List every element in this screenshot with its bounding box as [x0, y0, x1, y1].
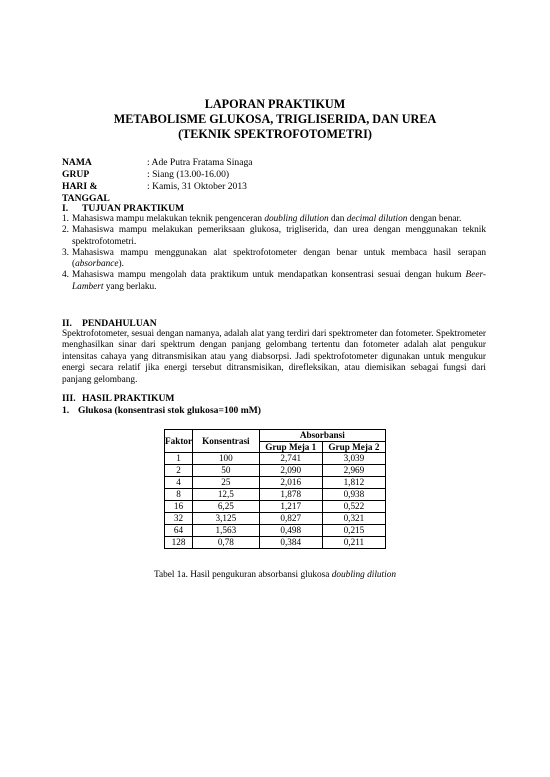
cell-meja-2: 3,039	[322, 453, 385, 465]
table-row	[165, 537, 386, 549]
introduction-paragraph: Spektrofotometer, sesuai dengan namanya, adalah alat yang terdiri dari spektrometer dan fotometer. Spektrometer menghasilkan sinar dari spektrum dengan panjang gelombang tertentu dan fotometer adalah alat pengukur intensitas cahaya yang ditransmisikan atau yang diabsorpsi. Jadi spektrofotometer digunakan untuk mengukur energi secara relatif jika energi tersebut ditransmisikan, direfleksikan, atau diemisikan sebagai fungsi dari panjang gelombang.	[62, 329, 486, 385]
section-title: PENDAHULUAN	[82, 318, 157, 329]
list-item	[62, 270, 486, 293]
header-grup-meja-1: Grup Meja 1	[259, 441, 322, 453]
cell-faktor: 32	[165, 513, 193, 525]
subsection-number: 1.	[62, 405, 70, 416]
caption-italic: doubling dilution	[331, 570, 397, 580]
list-item	[62, 214, 486, 225]
identity-row-nama	[62, 157, 253, 169]
cell-meja-1: 0,827	[259, 513, 322, 525]
header-konsentrasi: Konsentrasi	[193, 430, 260, 453]
list-text: Mahasiswa mampu melakukan pemeriksaan glukosa, trigliserida, dan urea dengan menggunakan teknik spektrofotometri.	[72, 225, 486, 247]
section-number: II.	[62, 318, 72, 329]
cell-meja-2: 0,321	[322, 513, 385, 525]
cell-meja-2: 2,969	[322, 465, 385, 477]
list-number: 2.	[62, 225, 69, 236]
identity-block	[62, 157, 253, 205]
report-title-line3: (TEKNIK SPEKTROFOTOMETRI)	[178, 127, 372, 141]
cell-konsentrasi: 25	[193, 477, 260, 489]
section-title: TUJUAN PRAKTIKUM	[82, 203, 185, 214]
cell-meja-2: 0,215	[322, 525, 385, 537]
header-absorbansi: Absorbansi	[259, 430, 385, 442]
cell-meja-1: 1,878	[259, 489, 322, 501]
list-text: Mahasiswa mampu mengolah data praktikum untuk mendapatkan konsentrasi sesuai dengan hukum Beer-Lambert yang berlaku.	[72, 270, 486, 292]
cell-konsentrasi: 3,125	[193, 513, 260, 525]
list-number: 3.	[62, 247, 69, 258]
cell-meja-2: 0,522	[322, 501, 385, 513]
list-text: Mahasiswa mampu melakukan teknik pengenceran doubling dilution dan decimal dilution dengan benar.	[72, 214, 462, 224]
section-heading-hasil	[62, 393, 175, 405]
table-row	[165, 477, 386, 489]
cell-meja-2: 0,938	[322, 489, 385, 501]
cell-meja-2: 1,812	[322, 477, 385, 489]
glucose-absorbance-table	[164, 429, 386, 549]
table-row	[165, 453, 386, 465]
header-grup-meja-2: Grup Meja 2	[322, 441, 385, 453]
cell-konsentrasi: 0,78	[193, 537, 260, 549]
table-row	[165, 513, 386, 525]
cell-faktor: 4	[165, 477, 193, 489]
cell-meja-1: 0,384	[259, 537, 322, 549]
objectives-list	[62, 214, 486, 293]
cell-meja-1: 2,741	[259, 453, 322, 465]
cell-meja-1: 1,217	[259, 501, 322, 513]
list-number: 1.	[62, 214, 69, 224]
cell-faktor: 64	[165, 525, 193, 537]
list-number: 4.	[62, 270, 69, 281]
identity-row-grup	[62, 169, 253, 181]
identity-label: GRUP	[62, 169, 90, 180]
identity-label: NAMA	[62, 157, 92, 168]
caption-text: Tabel 1a. Hasil pengukuran absorbansi glukosa	[153, 570, 332, 580]
cell-konsentrasi: 50	[193, 465, 260, 477]
identity-value: : Siang (13.00-16.00)	[147, 169, 230, 180]
cell-konsentrasi: 1,563	[193, 525, 260, 537]
table-caption	[0, 570, 550, 581]
identity-value: : Kamis, 31 Oktober 2013	[147, 181, 247, 192]
cell-faktor: 128	[165, 537, 193, 549]
table-row	[165, 501, 386, 513]
cell-faktor: 16	[165, 501, 193, 513]
report-title-line2: METABOLISME GLUKOSA, TRIGLISERIDA, DAN UREA	[113, 112, 437, 126]
table-row	[165, 489, 386, 501]
header-faktor: Faktor	[165, 430, 193, 453]
list-text: Mahasiswa mampu menggunakan alat spektrofotometer dengan benar untuk membaca hasil serapan (absorbance).	[72, 247, 486, 270]
cell-konsentrasi: 100	[193, 453, 260, 465]
cell-konsentrasi: 6,25	[193, 501, 260, 513]
section-number: I.	[62, 203, 69, 214]
cell-faktor: 2	[165, 465, 193, 477]
cell-meja-1: 2,090	[259, 465, 322, 477]
identity-label: HARI & TANGGAL	[62, 181, 110, 204]
section-title: HASIL PRAKTIKUM	[82, 393, 175, 404]
cell-faktor: 8	[165, 489, 193, 501]
identity-row-tanggal	[62, 181, 253, 205]
cell-meja-1: 0,498	[259, 525, 322, 537]
cell-faktor: 1	[165, 453, 193, 465]
cell-meja-1: 2,016	[259, 477, 322, 489]
subsection-heading-glukosa	[62, 405, 261, 417]
cell-konsentrasi: 12,5	[193, 489, 260, 501]
list-item	[62, 225, 486, 248]
table-row	[165, 525, 386, 537]
section-number: III.	[62, 393, 76, 404]
subsection-title: Glukosa (konsentrasi stok glukosa=100 mM)	[78, 405, 261, 416]
list-item	[62, 248, 486, 271]
table-row	[165, 465, 386, 477]
identity-value: : Ade Putra Fratama Sinaga	[147, 157, 253, 168]
cell-meja-2: 0,211	[322, 537, 385, 549]
report-title-line1: LAPORAN PRAKTIKUM	[204, 97, 346, 111]
